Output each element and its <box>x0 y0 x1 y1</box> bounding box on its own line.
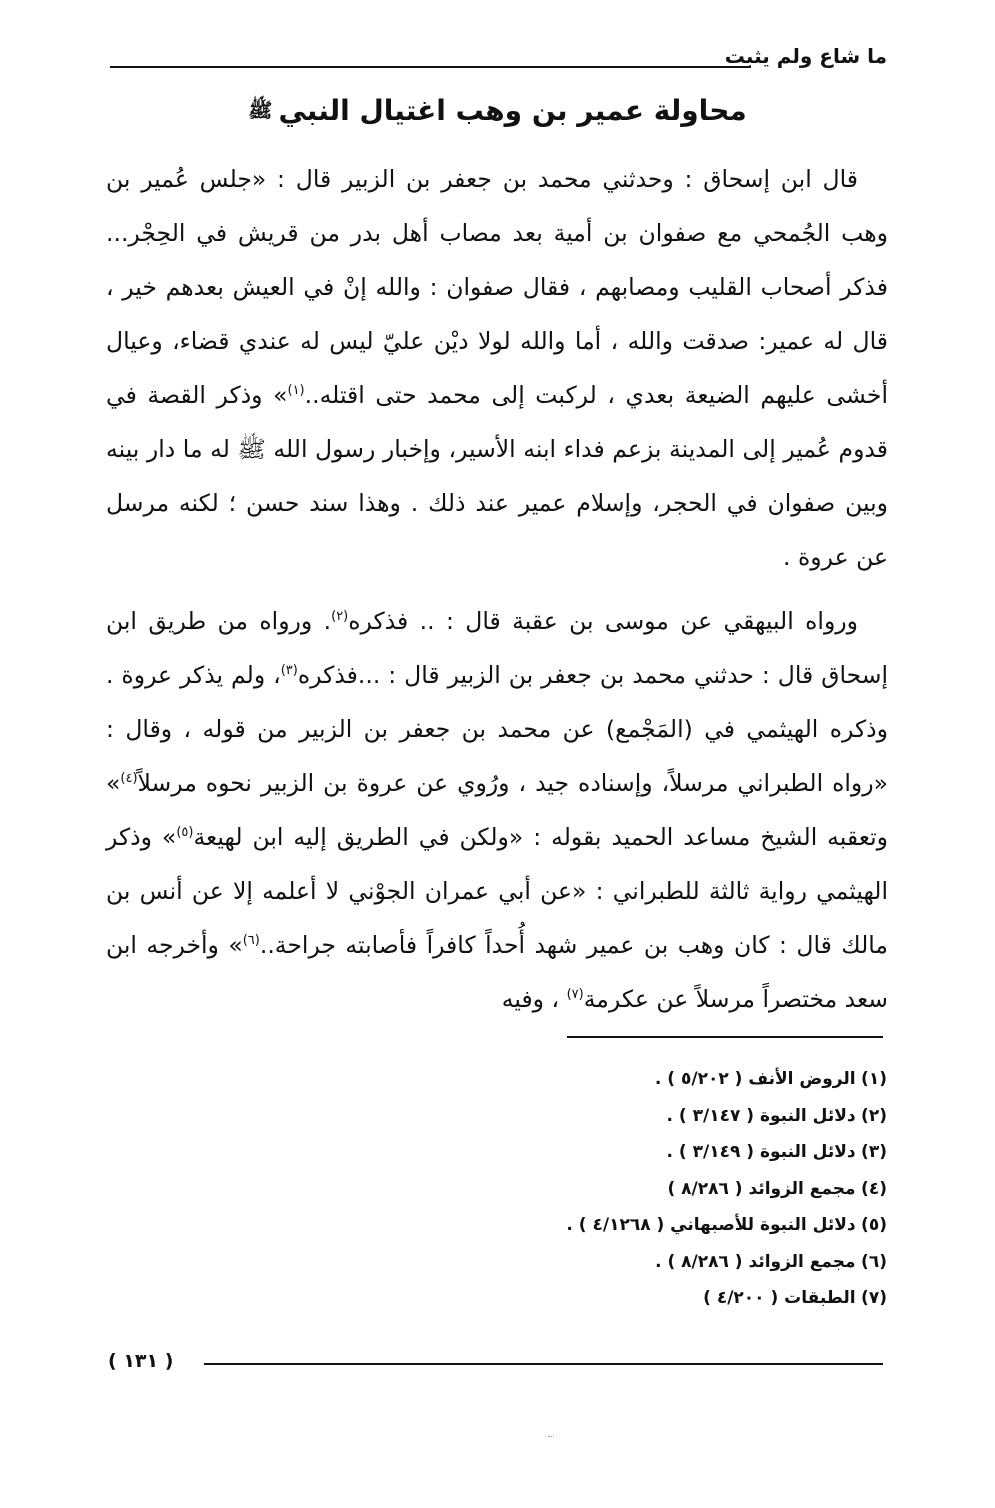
scan-speck <box>548 1436 554 1441</box>
footnote-text: دلائل النبوة ( ٣/١٤٩ ) . <box>666 1142 856 1162</box>
footnote-text: الطبقات ( ٤/٢٠٠ ) <box>703 1288 856 1308</box>
footnote-ref-4[interactable]: (٤) <box>120 771 138 787</box>
footnote-item <box>107 1171 887 1208</box>
page-number: ( ١٣١ ) <box>108 1350 174 1372</box>
footnote-item <box>107 1134 887 1171</box>
footnote-item <box>107 1244 887 1281</box>
p1-text-b: » وذكر القصة في قدوم عُمير إلى المدينة بزعم فداء ابنه الأسير، وإخبار رسول الله <box>106 381 888 463</box>
p1-text-a: قال ابن إسحاق : وحدثني محمد بن جعفر بن الزبير قال : «جلس عُمير بن وهب الجُمحي مع صفوان بن أمية بعد مصاب أهل بدر من قريش في الحِجْر... فذكر أصحاب القليب ومصابهم ، فقال صفوان : والله إنْ في العيش بعدهم خير ، قال له عمير: صدقت والله ، أما والله لولا ديْن عليّ ليس له عندي قضاء، وعيال أخشى عليهم الضيعة بعدي ، لركبت إلى محمد حتى اقتله.. <box>106 165 888 409</box>
footnote-number: (٧) <box>861 1288 887 1308</box>
footnote-ref-7[interactable]: (٧) <box>566 987 584 1003</box>
footnote-item <box>107 1061 887 1098</box>
footnote-separator <box>567 1036 883 1038</box>
footnote-text: دلائل النبوة للأصبهاني ( ٤/١٢٦٨ ) . <box>566 1215 856 1235</box>
footnote-text: مجمع الزوائد ( ٨/٢٨٦ ) . <box>655 1251 856 1272</box>
footnote-ref-2[interactable]: (٢) <box>331 609 349 625</box>
p2-text-c: ، ولم يذكر عروة . وذكره الهيثمي في (المَجْمع) عن محمد بن جعفر بن الزبير من قوله ، وقال : «رواه الطبراني مرسلاً، وإسناده جيد ، ورُوي عن عروة بن الزبير نحوه مرسلاً <box>106 661 888 797</box>
running-header <box>110 40 887 80</box>
p2-text-a: ورواه البيهقي عن موسى بن عقبة قال : .. فذكره <box>348 607 858 635</box>
header-rule <box>110 66 751 68</box>
footnote-ref-5[interactable]: (٥) <box>176 825 194 841</box>
p2-text-e: » وذكر الهيثمي رواية ثالثة للطبراني : «عن أبي عمران الجوْني لا أعلمه إلا عن أنس بن مالك قال : كان وهب بن عمير شهد أُحداً كافراً فأصابته جراحة.. <box>106 823 888 959</box>
running-title: ما شاع ولم يثبت <box>724 44 887 68</box>
footnotes-list <box>107 1061 887 1317</box>
footnote-item <box>107 1098 887 1135</box>
salawat-glyph-icon: ﷺ <box>248 97 273 122</box>
footnote-item <box>107 1207 887 1244</box>
p2-text-g: ، وفيه <box>501 985 560 1013</box>
paragraph-1 <box>106 152 888 584</box>
section-title-text: محاولة عمير بن وهب اغتيال النبي <box>278 94 747 127</box>
footnote-number: (٣) <box>861 1142 887 1162</box>
footer-rule <box>204 1363 883 1365</box>
p1-text-c: له ما دار بينه وبين صفوان في الحجر، وإسلام عمير عند ذلك . وهذا سند حسن ؛ لكنه مرسل عن عروة . <box>106 435 888 571</box>
p2-text-f: » وأخرجه ابن سعد مختصراً مرسلاً عن عكرمة <box>106 931 888 1013</box>
footnote-number: (٦) <box>861 1251 887 1272</box>
footnote-ref-6[interactable]: (٦) <box>242 933 260 949</box>
page-footer <box>108 1348 883 1378</box>
footnote-text: دلائل النبوة ( ٣/١٤٧ ) . <box>666 1105 856 1126</box>
p2-text-b: . ورواه من طريق ابن إسحاق قال : حدثني محمد بن جعفر بن الزبير قال : ...فذكره <box>106 607 888 689</box>
footnote-ref-1[interactable]: (١) <box>287 383 305 399</box>
footnote-number: (٢) <box>861 1105 887 1126</box>
footnote-number: (١) <box>861 1069 887 1089</box>
section-title <box>0 94 995 127</box>
p2-text-d: » وتعقبه الشيخ مساعد الحميد بقوله : «ولكن في الطريق إليه ابن لهيعة <box>106 769 888 851</box>
footnote-ref-3[interactable]: (٣) <box>280 663 298 679</box>
footnote-number: (٤) <box>861 1178 887 1199</box>
salawat-inline-icon: ﷺ <box>237 435 266 463</box>
footnote-item <box>107 1280 887 1317</box>
footnote-text: مجمع الزوائد ( ٨/٢٨٦ ) <box>667 1178 856 1199</box>
footnote-number: (٥) <box>861 1215 887 1235</box>
body-text <box>106 152 888 1026</box>
footnote-text: الروض الأنف ( ٥/٢٠٢ ) . <box>654 1069 856 1089</box>
paragraph-2 <box>106 594 888 1026</box>
